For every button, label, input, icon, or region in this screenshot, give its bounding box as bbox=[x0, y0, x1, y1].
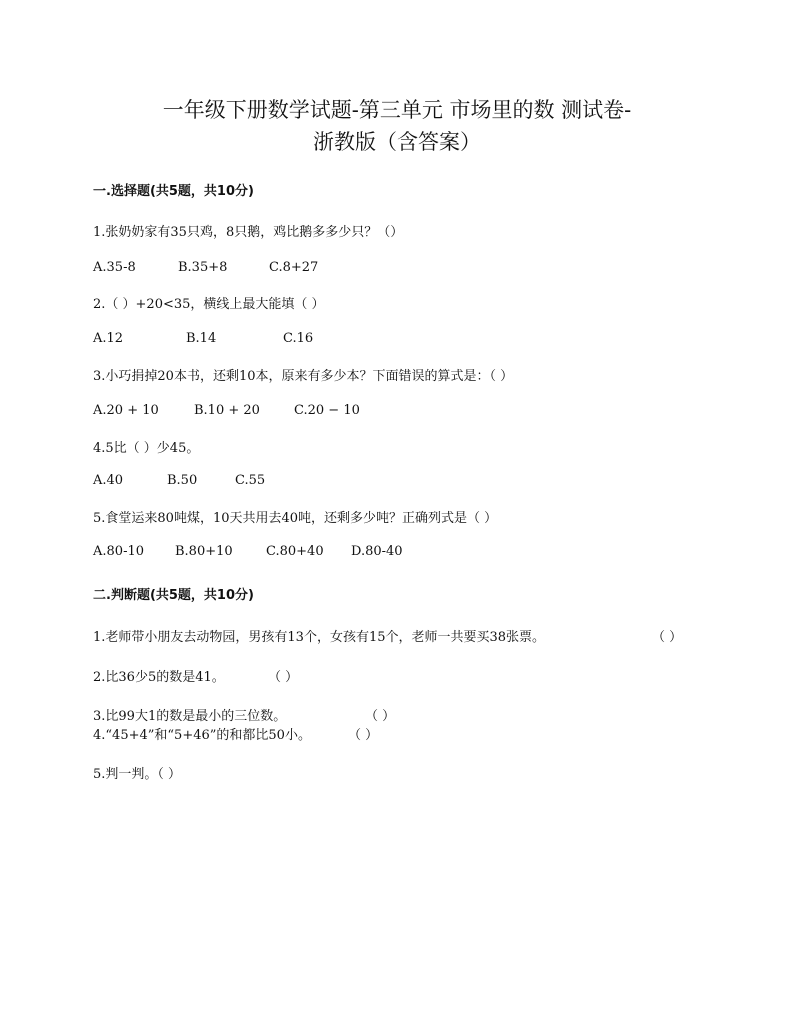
option-c[interactable]: C.20 − 10 bbox=[294, 403, 360, 418]
option-c[interactable]: C.80+40 bbox=[266, 544, 324, 559]
question-text: 4.5比（ ）少45。 bbox=[93, 441, 200, 456]
option-a[interactable]: A.40 bbox=[93, 473, 124, 488]
option-a[interactable]: A.35-8 bbox=[93, 260, 136, 275]
answer-paren[interactable]: （ ） bbox=[652, 630, 683, 645]
option-c[interactable]: C.16 bbox=[283, 331, 314, 346]
section-heading-judge: 二.判断题(共5题，共10分) bbox=[93, 588, 254, 603]
exam-title-line-1: 一年级下册数学试题-第三单元 市场里的数 测试卷- bbox=[162, 98, 632, 122]
answer-paren[interactable]: （ ） bbox=[268, 670, 299, 685]
exam-title-line-2: 浙教版（含答案） bbox=[313, 130, 481, 154]
section-heading-choice: 一.选择题(共5题，共10分) bbox=[93, 184, 254, 199]
question-text: 5.判一判。（ ） bbox=[93, 767, 182, 782]
option-b[interactable]: B.80+10 bbox=[175, 544, 233, 559]
question-text: 1.张奶奶家有35只鸡，8只鹅，鸡比鹅多多少只？（） bbox=[93, 225, 404, 240]
option-c[interactable]: C.8+27 bbox=[269, 260, 319, 275]
question-text: 3.小巧捐掉20本书，还剩10本，原来有多少本？下面错误的算式是：（ ） bbox=[93, 369, 514, 384]
option-a[interactable]: A.12 bbox=[93, 331, 124, 346]
option-a[interactable]: A.80-10 bbox=[93, 544, 144, 559]
option-b[interactable]: B.50 bbox=[167, 473, 198, 488]
question-text: 1.老师带小朋友去动物园，男孩有13个，女孩有15个，老师一共要买38张票。 bbox=[93, 630, 546, 645]
option-b[interactable]: B.35+8 bbox=[178, 260, 228, 275]
option-b[interactable]: B.14 bbox=[186, 331, 217, 346]
option-b[interactable]: B.10 + 20 bbox=[194, 403, 260, 418]
answer-paren[interactable]: （ ） bbox=[365, 709, 396, 724]
question-text: 5.食堂运来80吨煤，10天共用去40吨，还剩多少吨？正确列式是（ ） bbox=[93, 511, 498, 526]
option-c[interactable]: C.55 bbox=[235, 473, 266, 488]
option-d[interactable]: D.80-40 bbox=[351, 544, 403, 559]
question-text: 2.比36少5的数是41。 bbox=[93, 670, 225, 685]
question-text: 4.“45+4”和“5+46”的和都比50小。 bbox=[93, 728, 311, 743]
question-text: 2.（ ）+20<35，横线上最大能填（ ） bbox=[93, 297, 325, 312]
option-a[interactable]: A.20 + 10 bbox=[93, 403, 159, 418]
question-text: 3.比99大1的数是最小的三位数。 bbox=[93, 709, 287, 724]
answer-paren[interactable]: （ ） bbox=[348, 728, 379, 743]
